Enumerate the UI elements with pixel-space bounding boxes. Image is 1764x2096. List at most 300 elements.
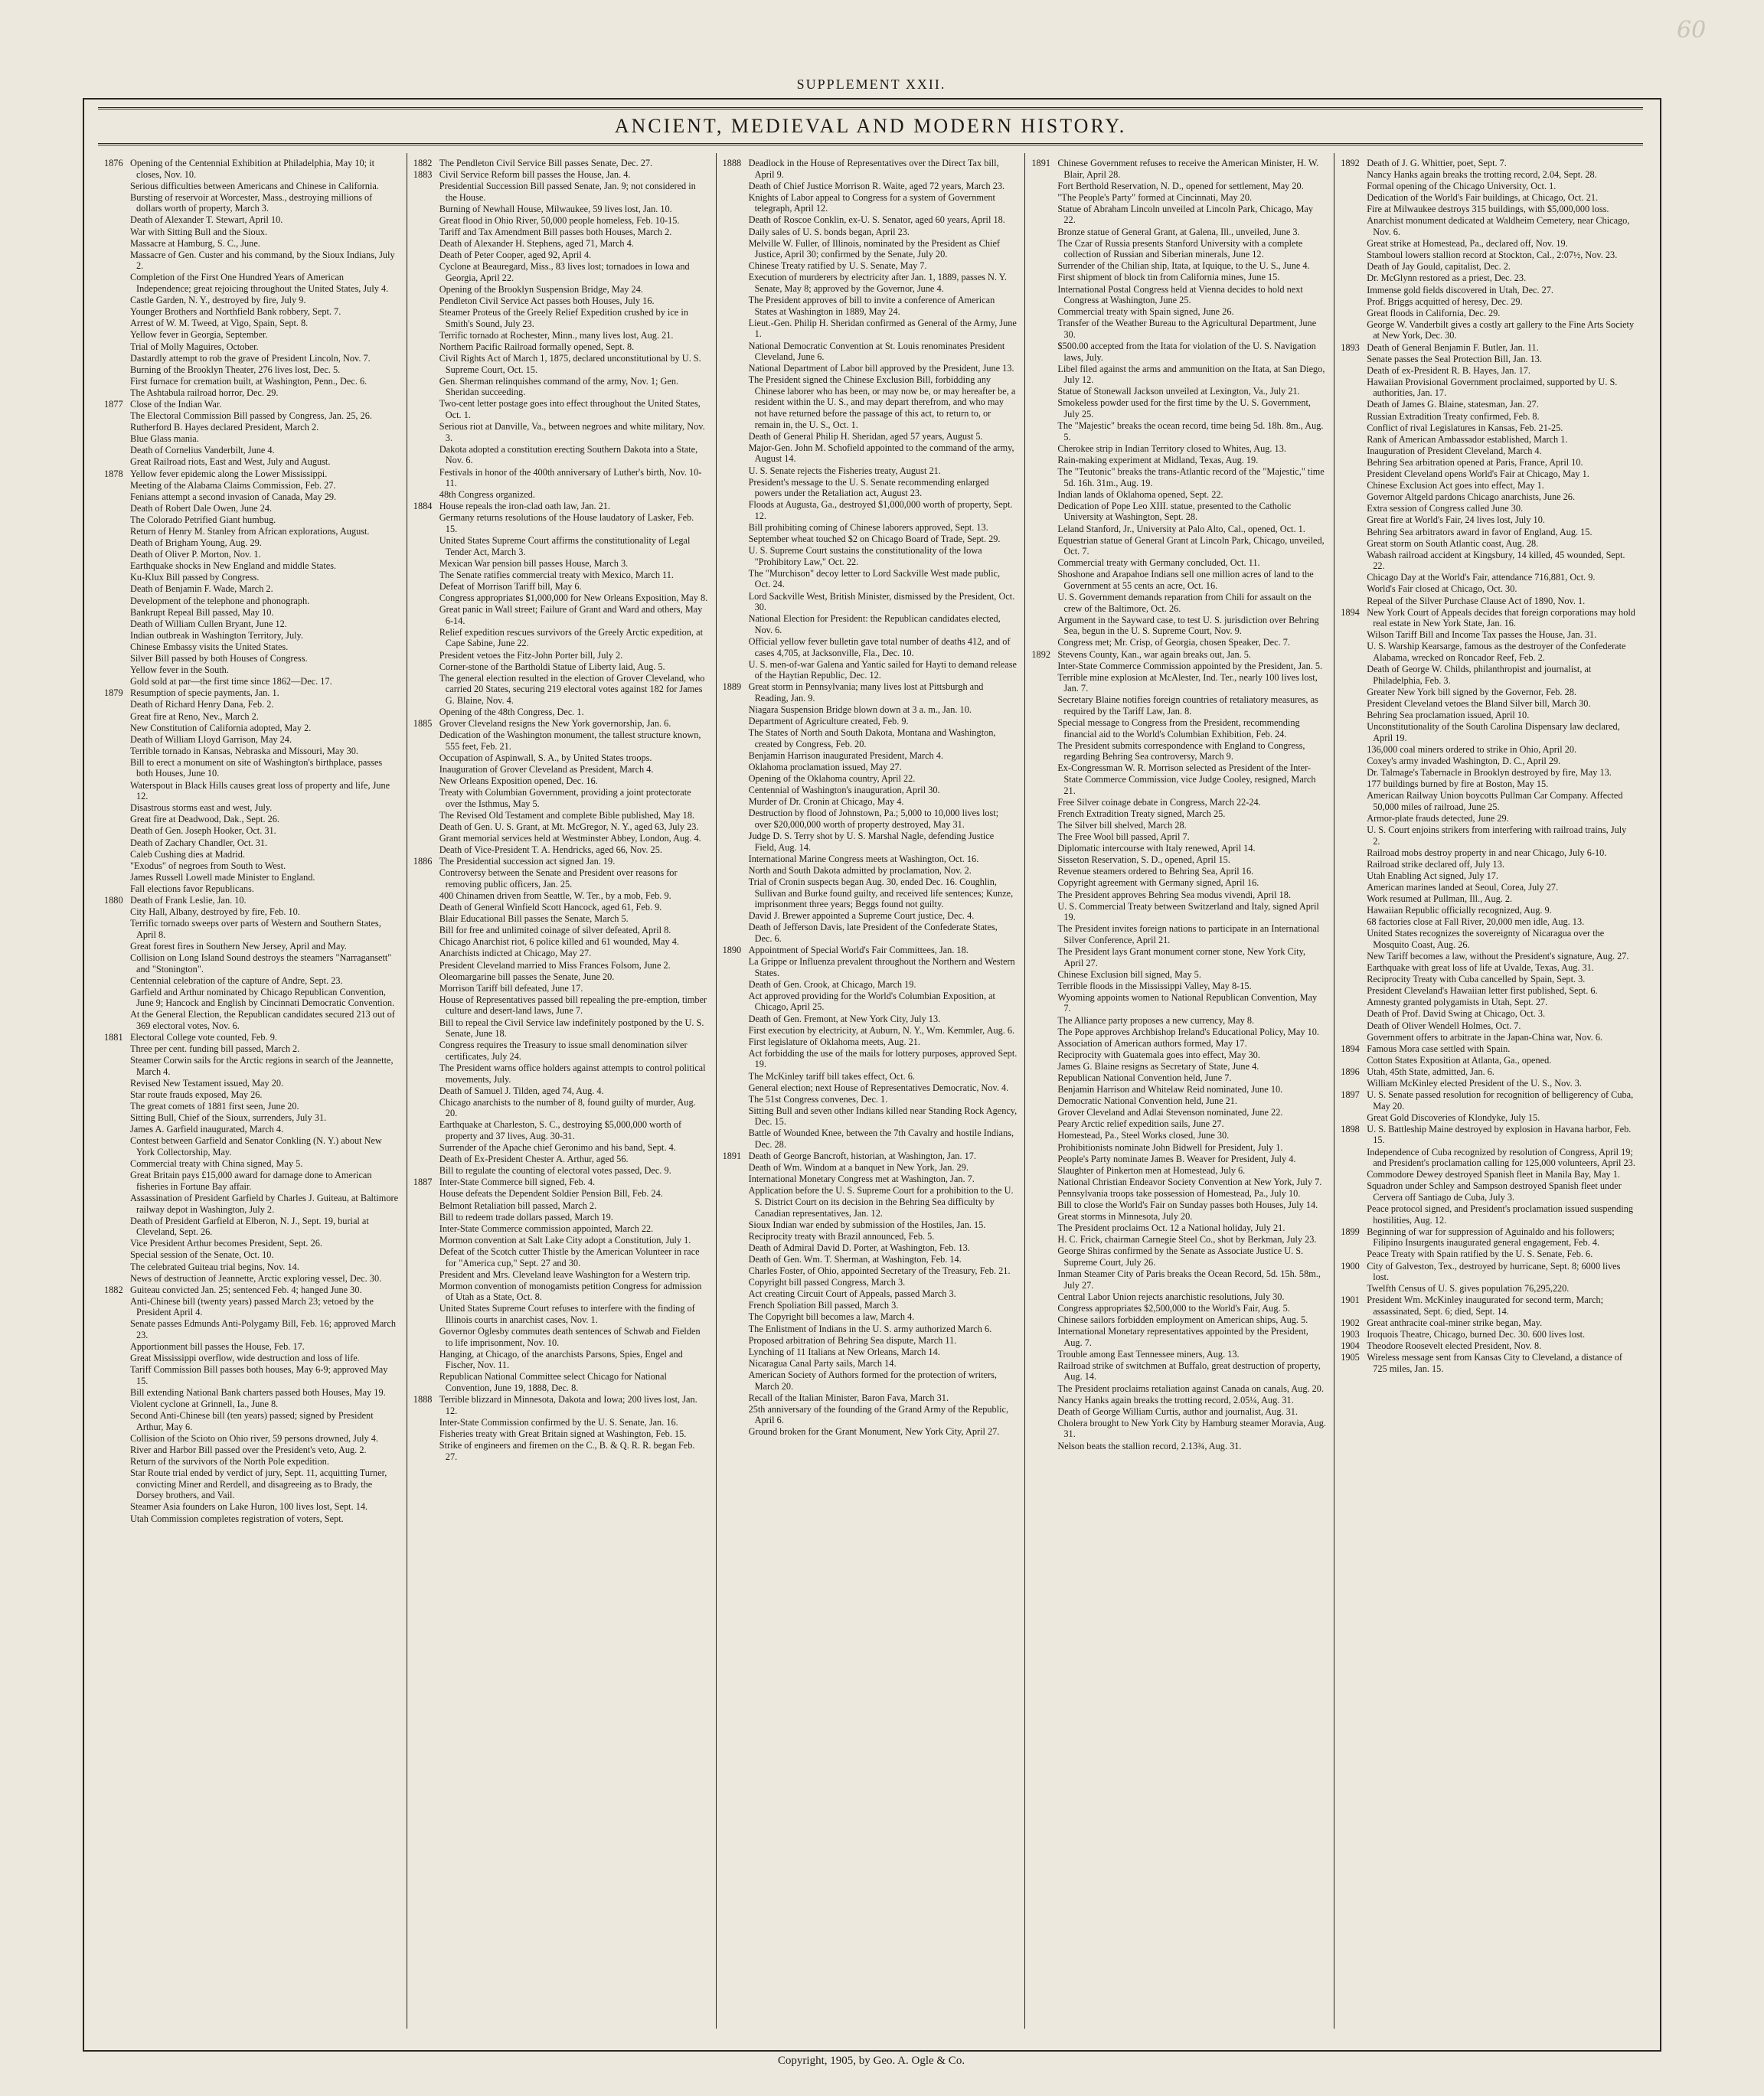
entry-year (723, 865, 749, 877)
timeline-entry (1341, 1261, 1635, 1283)
entry-text: Death of Prof. David Swing at Chicago, Oct. 3. (1367, 1008, 1546, 1020)
timeline-entry (1031, 227, 1326, 238)
entry-year (1031, 992, 1057, 1014)
timeline-entry (1031, 661, 1326, 672)
entry-year (1031, 1154, 1057, 1165)
entry-year (413, 925, 439, 936)
entry-text: Governor Altgeld pardons Chicago anarchists, June 26. (1367, 491, 1576, 503)
timeline-entry (1341, 285, 1635, 296)
entry-year (723, 1324, 749, 1335)
timeline-entry (1341, 250, 1635, 261)
entry-year (104, 596, 130, 607)
entry-year (1031, 1050, 1057, 1061)
entry-year (104, 480, 130, 491)
entry-year (1341, 767, 1367, 779)
entry-year (413, 181, 439, 203)
entry-year (1341, 1203, 1367, 1226)
entry-year (104, 734, 130, 746)
entry-year: 1880 (104, 895, 123, 906)
entry-year (104, 1513, 130, 1525)
entry-year: 1887 (413, 1177, 433, 1188)
entry-text: Castle Garden, N. Y., destroyed by fire, July 9. (130, 295, 306, 306)
entry-text: Death of Brigham Young, Aug. 29. (130, 537, 262, 549)
entry-year: 1899 (1341, 1226, 1360, 1237)
timeline-entry (413, 227, 708, 238)
entry-year (1031, 501, 1057, 523)
entry-text: The 51st Congress convenes, Dec. 1. (748, 1093, 888, 1105)
entry-text: First legislature of Oklahoma meets, Aug. 21. (748, 1036, 920, 1047)
entry-text: The President proclaims retaliation against Canada on canals, Aug. 20. (1057, 1383, 1325, 1394)
timeline-entry (104, 1513, 399, 1525)
entry-year (1341, 1055, 1367, 1066)
timeline-entry (1341, 273, 1635, 284)
entry-text: Death of Benjamin F. Wade, March 2. (130, 583, 273, 595)
entry-text: U. S. Supreme Court sustains the constitutionality of the Iowa "Prohibitory Law," Oct. 22. (748, 545, 982, 567)
timeline-entry (1031, 557, 1326, 569)
entry-year (1031, 192, 1057, 204)
entry-text: Copyright bill passed Congress, March 3. (748, 1277, 906, 1288)
entry-text: Leland Stanford, Jr., University at Palo Alto, Cal., opened, Oct. 1. (1057, 523, 1305, 534)
timeline-entry (1341, 572, 1635, 583)
timeline-entry (104, 1249, 399, 1261)
entry-year (104, 1078, 130, 1089)
entry-text: Death of Admiral David D. Porter, at Washington, Feb. 13. (748, 1242, 970, 1253)
entry-text: Steamer Asia founders on Lake Huron, 100 lives lost, Sept. 14. (130, 1501, 368, 1513)
entry-text: Inter-State Commerce Commission appointed by the President, Jan. 5. (1057, 660, 1323, 671)
entry-year: 1892 (1031, 648, 1050, 660)
entry-text: House of Representatives passed bill repealing the pre-emption, timber culture and desert-land laws, June 7. (439, 994, 707, 1017)
timeline-entry (723, 1300, 1018, 1311)
entry-year (104, 1135, 130, 1157)
entry-text: Railroad strike declared off, July 13. (1367, 858, 1504, 870)
entry-text: Death of Vice-President T. A. Hendricks, aged 66, Nov. 25. (439, 844, 662, 856)
entry-text: Benjamin Harrison inaugurated President, March 4. (748, 749, 944, 761)
entry-text: Unconstitutionality of the South Carolina Dispensary law declared, April 19. (1367, 721, 1620, 743)
entry-year (104, 1353, 130, 1364)
entry-year (1341, 538, 1367, 550)
entry-text: The Presidential succession act signed Jan. 19. (439, 856, 616, 867)
entry-text: President Cleveland married to Miss Frances Folsom, June 2. (439, 959, 671, 971)
timeline-entry (723, 808, 1018, 830)
timeline-entry (1031, 969, 1326, 981)
entry-year (723, 238, 749, 260)
entry-text: The President warns office holders against attempts to control political movements, July. (439, 1062, 706, 1085)
entry-year (104, 1043, 130, 1055)
entry-text: Inter-State Commerce commission appointed, March 22. (439, 1223, 654, 1234)
entry-text: Act approved providing for the World's Columbian Exposition, at Chicago, April 25. (748, 990, 995, 1013)
timeline-entry (413, 1212, 708, 1223)
timeline-entry (104, 1468, 399, 1501)
entry-year: 1894 (1341, 1043, 1360, 1054)
entry-year (723, 1347, 749, 1358)
entry-year (1031, 204, 1057, 226)
entry-year (1031, 260, 1057, 272)
timeline-entry (723, 1265, 1018, 1277)
timeline-entry (413, 1349, 708, 1371)
entry-text: Death of Oliver P. Morton, Nov. 1. (130, 549, 261, 560)
timeline-entry (1341, 365, 1635, 377)
entry-text: Equestrian statue of General Grant at Lincoln Park, Chicago, unveiled, Oct. 7. (1057, 534, 1325, 557)
timeline-entry (413, 673, 708, 707)
entry-year (413, 1154, 439, 1165)
entry-text: Blue Glass mania. (130, 433, 199, 445)
entry-text: Death of Gen. Joseph Hooker, Oct. 31. (130, 825, 276, 837)
entry-year (723, 374, 749, 430)
timeline-entry (1341, 790, 1635, 812)
entry-year (104, 560, 130, 572)
entry-text: Opening of the Oklahoma country, April 22. (748, 773, 916, 785)
timeline-entry (1031, 854, 1326, 866)
entry-text: Cherokee strip in Indian Territory closed to Whites, Aug. 13. (1057, 442, 1286, 454)
timeline-entry (413, 261, 708, 283)
timeline-entry (1341, 1203, 1635, 1226)
timeline-entry (1341, 204, 1635, 215)
entry-text: Mexican War pension bill passes House, March 3. (439, 557, 629, 569)
entry-year (104, 860, 130, 872)
timeline-entry (1341, 261, 1635, 273)
entry-text: Death of Oliver Wendell Holmes, Oct. 7. (1367, 1020, 1521, 1031)
timeline-entry (104, 780, 399, 802)
entry-year (104, 1501, 130, 1513)
entry-text: Terrific tornado sweeps over parts of Western and Southern States, April 8. (130, 918, 381, 940)
entry-year (1341, 491, 1367, 503)
timeline-entry (723, 363, 1018, 374)
timeline-entry (1341, 342, 1635, 354)
entry-year (413, 936, 439, 948)
timeline-entry (413, 661, 708, 673)
entry-text: 25th anniversary of the founding of the Grand Army of the Republic, April 6. (748, 1403, 1009, 1426)
timeline-entry (1031, 877, 1326, 889)
timeline-entry (413, 1063, 708, 1085)
entry-year (104, 514, 130, 526)
entry-year (723, 1277, 749, 1288)
entry-year (413, 673, 439, 707)
timeline-entry (104, 295, 399, 306)
entry-year (1341, 169, 1367, 181)
entry-year (104, 711, 130, 723)
entry-year (413, 1212, 439, 1223)
entry-text: Shoshone and Arapahoe Indians sell one million acres of land to the Government at 55 cents an acre, Oct. 16. (1057, 569, 1314, 591)
timeline-entry (1341, 1089, 1635, 1112)
entry-text: Fire at Milwaukee destroys 315 buildings, with $5,000,000 loss. (1367, 204, 1609, 215)
entry-text: "The People's Party" formed at Cincinnati, May 20. (1057, 191, 1253, 203)
entry-text: North and South Dakota admitted by proclamation, Nov. 2. (748, 864, 972, 876)
entry-year: 1888 (722, 158, 742, 168)
entry-year (413, 960, 439, 971)
entry-text: The Copyright bill becomes a law, March 4. (748, 1311, 915, 1323)
entry-text: American Society of Authors formed for the protection of writers, March 20. (748, 1369, 998, 1392)
entry-text: New Orleans Exposition opened, Dec. 16. (439, 775, 598, 787)
entry-year (413, 1417, 439, 1428)
timeline-entry (413, 1086, 708, 1097)
entry-text: Yellow fever in the South. (130, 664, 229, 676)
timeline-entry (413, 764, 708, 775)
timeline-entry (723, 1324, 1018, 1335)
entry-text: Cyclone at Beauregard, Miss., 83 lives lost; tornadoes in Iowa and Georgia, April 22. (439, 261, 690, 283)
entry-year (1341, 296, 1367, 308)
timeline-entry (104, 746, 399, 757)
entry-year (104, 1249, 130, 1261)
timeline-entry (413, 844, 708, 856)
timeline-entry (1031, 1360, 1326, 1383)
timeline-entry (723, 865, 1018, 877)
entry-year (1031, 455, 1057, 466)
entry-year (413, 1040, 439, 1062)
entry-text: The Pope approves Archbishop Ireland's Educational Policy, May 10. (1057, 1026, 1319, 1037)
timeline-entry (1031, 397, 1326, 420)
timeline-entry (1031, 1050, 1326, 1061)
timeline-entry (1341, 181, 1635, 192)
entry-year (413, 1440, 439, 1462)
entry-year (723, 442, 749, 465)
entry-year (1341, 273, 1367, 284)
timeline-entry (104, 192, 399, 214)
entry-year (104, 906, 130, 918)
entry-year (1031, 637, 1057, 648)
entry-year (1031, 466, 1057, 488)
timeline-entry (413, 650, 708, 661)
entry-year (104, 802, 130, 814)
entry-text: James G. Blaine resigns as Secretary of State, June 4. (1057, 1060, 1259, 1072)
timeline-entry (104, 1296, 399, 1318)
timeline-entry (1341, 1020, 1635, 1032)
timeline-entry (413, 1394, 708, 1416)
entry-text: New Constitution of California adopted, May 2. (130, 722, 312, 733)
timeline-entry (1031, 181, 1326, 192)
timeline-entry (723, 238, 1018, 260)
entry-year (413, 421, 439, 443)
entry-year (104, 445, 130, 456)
entry-year (1341, 756, 1367, 767)
entry-year (723, 704, 749, 716)
entry-text: Burning of Newhall House, Milwaukee, 59 lives lost, Jan. 10. (439, 203, 672, 214)
entry-text: Strike of engineers and firemen on the C., B. & Q. R. R. began Feb. 27. (439, 1440, 695, 1462)
entry-text: Melville W. Fuller, of Illinois, nominated by the President as Chief Justice, April 30; confirmed by the Senate, July 20. (748, 237, 1001, 260)
timeline-entry (413, 902, 708, 913)
entry-text: Cotton States Exposition at Atlanta, Ga., opened. (1367, 1054, 1552, 1066)
entry-text: Nancy Hanks again breaks the trotting record, 2.05¼, Aug. 31. (1057, 1394, 1294, 1405)
entry-year (1341, 813, 1367, 824)
entry-text: General election; next House of Representatives Democratic, Nov. 4. (748, 1082, 1009, 1093)
timeline-entry (723, 1128, 1018, 1150)
entry-year: 1878 (104, 468, 123, 479)
entry-text: Three per cent. funding bill passed, March 2. (130, 1043, 300, 1055)
entry-year (723, 922, 749, 944)
entry-text: Death of J. G. Whittier, poet, Sept. 7. (1367, 158, 1507, 168)
entry-text: Ku-Klux Bill passed by Congress. (130, 572, 260, 583)
timeline-entry (413, 489, 708, 501)
entry-year (1341, 847, 1367, 859)
entry-text: Trial of Molly Maguires, October. (130, 341, 259, 352)
history-column-1 (98, 153, 407, 2029)
entry-year (413, 1326, 439, 1348)
entry-text: Chicago anarchists to the number of 8, found guilty of murder, Aug. 20. (439, 1096, 696, 1119)
entry-year (413, 902, 439, 913)
entry-text: Association of American authors formed, May 17. (1057, 1037, 1247, 1049)
entry-year (1031, 364, 1057, 386)
timeline-entry (104, 1353, 399, 1364)
timeline-entry (104, 1456, 399, 1468)
timeline-entry (104, 250, 399, 272)
history-column-3 (717, 153, 1026, 2029)
entry-text: Ground broken for the Grant Monument, New York City, April 27. (748, 1426, 1000, 1438)
timeline-entry (1341, 596, 1635, 607)
entry-year (104, 883, 130, 895)
timeline-entry (104, 318, 399, 329)
timeline-entry (104, 699, 399, 710)
timeline-entry (1341, 721, 1635, 743)
entry-year (723, 831, 749, 853)
entry-year (1031, 615, 1057, 637)
entry-year (1341, 687, 1367, 698)
entry-year (104, 825, 130, 837)
timeline-entry (413, 376, 708, 398)
timeline-entry (413, 307, 708, 329)
entry-year (1031, 1268, 1057, 1291)
timeline-entry (1341, 423, 1635, 434)
entry-text: Rain-making experiment at Midland, Texas, Aug. 19. (1057, 454, 1259, 465)
entry-year (1341, 192, 1367, 204)
timeline-entry (1031, 443, 1326, 455)
entry-year (413, 227, 439, 238)
entry-year (413, 215, 439, 227)
entry-year (413, 948, 439, 959)
entry-text: Senate passes Edmunds Anti-Polygamy Bill, Feb. 16; approved March 23. (130, 1318, 397, 1341)
timeline-entry (1341, 974, 1635, 985)
timeline-entry (104, 1193, 399, 1215)
entry-year (723, 785, 749, 796)
entry-text: Bursting of reservoir at Worcester, Mass., destroying millions of dollars worth of property, March 3. (130, 191, 373, 214)
entry-text: The Pendleton Civil Service Bill passes Senate, Dec. 27. (439, 158, 653, 168)
timeline-entry (104, 987, 399, 1009)
entry-year (1031, 740, 1057, 762)
entry-year (104, 746, 130, 757)
timeline-entry (1341, 1066, 1635, 1078)
entry-text: Congress appropriates $2,500,000 to the World's Fair, Aug. 5. (1057, 1302, 1290, 1314)
entry-text: Secretary Blaine notifies foreign countries of retaliatory measures, as required by the Tariff Law, Jan. 8. (1057, 694, 1318, 717)
entry-year (723, 1335, 749, 1347)
entry-text: Death of Ex-President Chester A. Arthur, aged 56. (439, 1154, 629, 1165)
entry-text: New York Court of Appeals decides that foreign corporations may hold real estate in New York State, Jan. 16. (1367, 606, 1635, 629)
entry-text: Copyright agreement with Germany signed, April 16. (1057, 877, 1259, 889)
entry-year (413, 558, 439, 570)
entry-text: Death of Gen. Wm. T. Sherman, at Washington, Feb. 14. (748, 1254, 962, 1265)
entry-year (413, 810, 439, 821)
entry-text: House defeats the Dependent Soldier Pension Bill, Feb. 24. (439, 1188, 663, 1200)
entry-year (723, 477, 749, 499)
entry-text: George Shiras confirmed by the Senate as Associate Justice U. S. Supreme Court, July 26. (1057, 1246, 1304, 1268)
entry-year (723, 1265, 749, 1277)
entry-year (1341, 354, 1367, 365)
entry-year (723, 762, 749, 773)
timeline-entry (104, 1501, 399, 1513)
entry-text: Russian Extradition Treaty confirmed, Feb. 8. (1367, 410, 1540, 422)
timeline-entry (413, 444, 708, 466)
timeline-entry (1031, 615, 1326, 637)
entry-year (413, 489, 439, 501)
entry-text: Death of Gen. Fremont, at New York City, July 13. (748, 1013, 941, 1024)
timeline-entry (413, 1371, 708, 1393)
entry-text: Anarchists indicted at Chicago, May 27. (439, 948, 592, 959)
entry-year (104, 583, 130, 595)
entry-year (723, 1105, 749, 1128)
timeline-entry (1341, 1032, 1635, 1043)
timeline-entry (723, 1025, 1018, 1037)
entry-year (1341, 859, 1367, 870)
timeline-entry (1341, 411, 1635, 423)
entry-year (1031, 1360, 1057, 1383)
entry-text: Corner-stone of the Bartholdi Statue of Liberty laid, Aug. 5. (439, 661, 665, 672)
entry-text: Anti-Chinese bill (twenty years) passed March 23; vetoed by the President April 4. (130, 1295, 374, 1318)
entry-text: Dr. McGlynn restored as a priest, Dec. 23. (1367, 273, 1527, 284)
entry-text: The McKinley tariff bill takes effect, Oct. 6. (748, 1070, 915, 1082)
entry-year: 1881 (104, 1032, 123, 1043)
timeline-entry (723, 1071, 1018, 1082)
entry-year (104, 306, 130, 318)
entry-text: The States of North and South Dakota, Montana and Washington, created by Congress, Feb. 20. (748, 727, 996, 749)
timeline-entry (104, 1135, 399, 1157)
timeline-entry (1341, 514, 1635, 526)
entry-year (413, 1086, 439, 1097)
entry-year (104, 376, 130, 387)
entry-year (413, 1281, 439, 1303)
entry-year (1341, 365, 1367, 377)
entry-year (1341, 399, 1367, 410)
entry-text: George W. Vanderbilt gives a costly art gallery to the Fine Arts Society at New York, Dec. 30. (1367, 318, 1635, 341)
timeline-entry (104, 422, 399, 433)
timeline-entry (1031, 808, 1326, 820)
entry-text: Judge D. S. Terry shot by U. S. Marshal Nagle, defending Justice Field, Aug. 14. (748, 831, 995, 853)
entry-year (1341, 1147, 1367, 1169)
entry-text: Inter-State Commerce bill signed, Feb. 4. (439, 1177, 596, 1188)
entry-year (1031, 386, 1057, 397)
entry-text: Yellow fever in Georgia, September. (130, 329, 268, 341)
entry-text: Rutherford B. Hayes declared President, March 2. (130, 422, 319, 433)
timeline-entry (413, 250, 708, 261)
entry-year (413, 753, 439, 764)
entry-text: Wilson Tariff Bill and Income Tax passes the House, Jan. 31. (1367, 629, 1597, 641)
entry-text: Inauguration of President Cleveland, March 4. (1367, 445, 1542, 456)
entry-year (1031, 797, 1057, 808)
timeline-entry (413, 295, 708, 307)
entry-text: Development of the telephone and phonograph. (130, 595, 310, 606)
timeline-entry (1341, 215, 1635, 237)
entry-text: Death of President Garfield at Elberon, N. J., Sept. 19, burial at Cleveland, Sept. 26. (130, 1215, 369, 1238)
entry-year (1341, 698, 1367, 710)
timeline-entry (1341, 1329, 1635, 1340)
entry-year (1341, 985, 1367, 997)
timeline-entry (723, 272, 1018, 294)
entry-text: Death of William Cullen Bryant, June 12. (130, 618, 287, 629)
entry-text: Fenians attempt a second invasion of Canada, May 29. (130, 491, 337, 502)
timeline-entry (104, 757, 399, 779)
entry-year (104, 1410, 130, 1432)
timeline-entry (413, 1281, 708, 1303)
entry-year (1031, 489, 1057, 501)
timeline-entry (413, 570, 708, 581)
entry-text: Germany returns resolutions of the House laudatory of Lasker, Feb. 15. (439, 512, 694, 534)
timeline-entry (723, 534, 1018, 545)
entry-year: 1894 (1341, 606, 1360, 618)
entry-year (104, 723, 130, 734)
timeline-entry (1031, 1118, 1326, 1130)
entry-text: 68 factories close at Fall River, 20,000 men idle, Aug. 13. (1367, 916, 1585, 928)
entry-year (104, 1170, 130, 1192)
entry-year (413, 353, 439, 375)
entry-year (104, 941, 130, 952)
timeline-entry (104, 1387, 399, 1399)
entry-year: 1884 (413, 501, 433, 512)
